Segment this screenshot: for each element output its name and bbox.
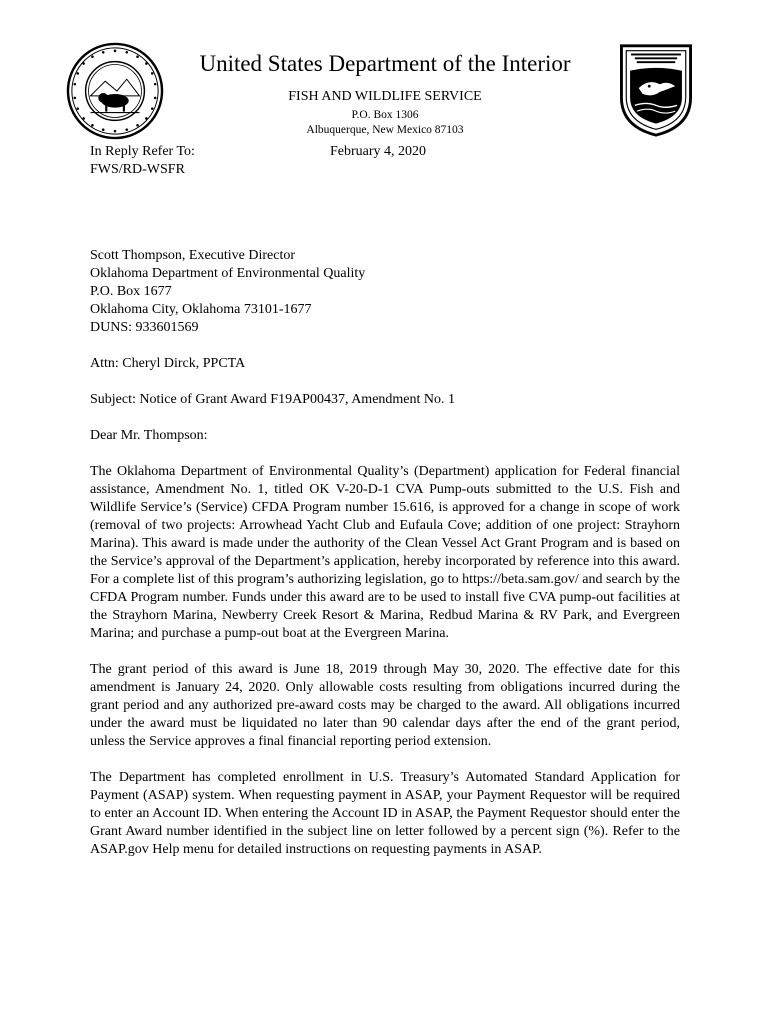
attention-line: Attn: Cheryl Dirck, PPCTA [90,356,246,371]
reply-reference-label: In Reply Refer To: [90,144,195,159]
recipient-line: DUNS: 933601569 [90,320,199,335]
header-address-line2: Albuquerque, New Mexico 87103 [306,124,464,136]
recipient-address [90,247,680,337]
letter-date: February 4, 2020 [330,144,427,159]
subject-line: Subject: Notice of Grant Award F19AP00437, Amendment No. 1 [90,392,456,407]
reply-reference [90,143,195,179]
letter-body [90,247,680,877]
department-title: United States Department of the Interior [199,51,571,76]
header-address-line1: P.O. Box 1306 [351,109,419,121]
recipient-line: Scott Thompson, Executive Director [90,248,296,263]
paragraph-asap-payment: The Department has completed enrollment in U.S. Treasury’s Automated Standard Application for Payment (ASAP) system. When requesting payment in ASAP, your Payment Requestor will be required to enter an Account ID. When entering the Account ID in ASAP, the Payment Requestor should enter the Grant Award number identified in the subject line on letter followed by a percent sign (%). Refer to the ASAP.gov Help menu for detailed instructions on requesting payments in ASAP. [90,770,680,857]
fws-shield-logo-icon [617,42,695,138]
salutation: Dear Mr. Thompson: [90,428,208,443]
reply-reference-code: FWS/RD-WSFR [90,162,185,177]
service-name: FISH AND WILDLIFE SERVICE [288,89,482,104]
recipient-line: Oklahoma Department of Environmental Quality [90,266,366,281]
paragraph-grant-period: The grant period of this award is June 18, 2019 through May 30, 2020. The effective date for this amendment is January 24, 2020. Only allowable costs resulting from obligations incurred during the grant period and any authorized pre-award costs may be charged to the award. All obligations incurred under the award must be liquidated no later than 90 calendar days after the end of the grant period, unless the Service approves a final financial reporting period extension. [90,662,680,749]
recipient-line: Oklahoma City, Oklahoma 73101-1677 [90,302,312,317]
recipient-line: P.O. Box 1677 [90,284,172,299]
paragraph-award: The Oklahoma Department of Environmental Quality’s (Department) application for Federal financial assistance, Amendment No. 1, titled OK V-20-D-1 CVA Pump-outs submitted to the U.S. Fish and Wildlife Service’s (Service) CFDA Program number 15.616, is approved for a change in scope of work (removal of two projects: Arrowhead Yacht Club and Eufaula Cove; addition of one project: Strayhorn Marina). This award is made under the authority of the Clean Vessel Act Grant Program and is based on the Service’s approval of the Department’s application, hereby incorporated by reference into this award. For a complete list of this program’s authorizing legislation, go to https://beta.sam.gov/ and search by the CFDA Program number. Funds under this award are to be used to install five CVA pump-out facilities at the Strayhorn Marina, Newberry Creek Resort & Marina, Redbud Marina & RV Park, and Evergreen Marina; and purchase a pump-out boat at the Evergreen Marina. [90,464,680,641]
